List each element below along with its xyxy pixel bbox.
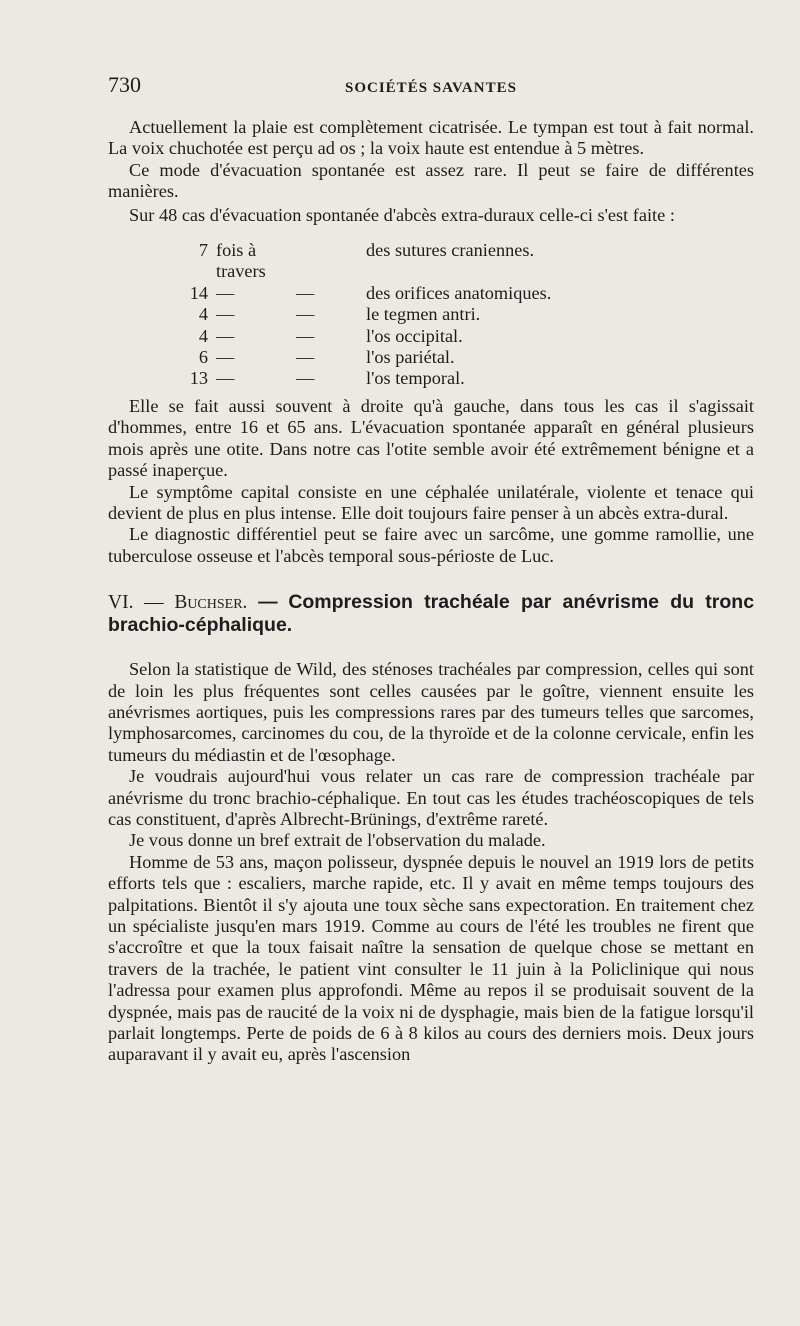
stats-cell-col3: — (296, 304, 315, 325)
paragraph: Elle se fait aussi souvent à droite qu'à gauche, dans tous les cas il s'agissait d'hommes, entre 16 et 65 ans. L'évacuation spontanée apparaît en général plusieurs mois après une otite. Dans notre cas l'otite semble avoir été extrêmement bénigne et a passé inaperçue. (108, 395, 754, 481)
paragraph: Sur 48 cas d'évacuation spontanée d'abcès extra-duraux celle-ci s'est faite : (129, 204, 675, 225)
section-heading (108, 591, 754, 637)
paragraph: Le symptôme capital consiste en une céphalée unilatérale, violente et tenace qui devient de plus en plus intense. Elle doit toujours faire penser à un abcès extra-dural. (108, 481, 754, 523)
paragraph: Le diagnostic différentiel peut se faire avec un sarcôme, une gomme ramollie, une tuberculose osseuse et l'abcès temporal sous-périoste de Luc. (108, 524, 754, 566)
section-dash: — (258, 591, 278, 614)
section-title: Compression trachéale par anévrisme du tronc brachio-céphalique. (108, 591, 755, 637)
stats-cell-col3: — (296, 282, 315, 303)
stats-cell-count: 13 (189, 368, 208, 389)
stats-cell-count: 4 (198, 325, 208, 346)
stats-cell-col3 (296, 240, 366, 283)
stats-cell-site: l'os pariétal. (366, 347, 455, 368)
stats-row (178, 283, 551, 304)
stats-row (178, 304, 551, 325)
stats-row (178, 326, 551, 347)
paragraph: Actuellement la plaie est complètement cicatrisée. Le tympan est tout à fait normal. La voix chuchotée est perçu ad os ; la voix haute est entendue à 5 mètres. (108, 117, 754, 159)
stats-cell-col3: — (296, 325, 315, 346)
paragraph: Je vous donne un bref extrait de l'observation du malade. (129, 830, 546, 851)
stats-cell-col2: — (216, 347, 235, 368)
stats-cell-col2: fois à travers (216, 240, 266, 282)
stats-row (178, 368, 551, 389)
section-author: Buchser. (174, 592, 248, 614)
stats-cell-col2: — (216, 325, 235, 346)
section-number: VI. — (108, 592, 164, 614)
stats-cell-col2: — (216, 368, 235, 389)
page-number: 730 (108, 72, 141, 97)
paragraph: Ce mode d'évacuation spontanée est assez rare. Il peut se faire de différentes manières. (108, 159, 754, 202)
running-title: SOCIÉTÉS SAVANTES (345, 80, 517, 96)
paragraph: Je voudrais aujourd'hui vous relater un cas rare de compression trachéale par anévrisme du tronc brachio-céphalique. En tout cas les études trachéoscopiques de tels cas constituent, d'après Albrecht-Brünings, d'extrême rareté. (108, 766, 754, 829)
stats-cell-col2: — (216, 304, 235, 325)
evacuation-stats-table (178, 240, 551, 390)
stats-cell-col2: — (216, 282, 235, 303)
stats-cell-count: 14 (189, 282, 208, 303)
stats-row (178, 347, 551, 368)
stats-cell-site: des orifices anatomiques. (366, 282, 552, 303)
stats-cell-site: des sutures craniennes. (366, 240, 535, 261)
stats-cell-col3: — (296, 368, 315, 389)
page-header (108, 72, 748, 102)
paragraph: Selon la statistique de Wild, des sténoses trachéales par compression, celles qui sont de loin les plus fréquentes sont celles causées par le goître, viennent ensuite les anévrismes aortiques, puis les compressions rares par des tumeurs telles que sarcomes, lymphosarcomes, carcinomes du cou, de la thyroïde et de la colonne cervicale, enfin les tumeurs du médiastin et de l'œsophage. (108, 659, 754, 765)
stats-cell-count: 6 (198, 347, 208, 368)
stats-cell-count: 7 (198, 240, 208, 261)
stats-cell-site: l'os occipital. (366, 325, 463, 346)
stats-cell-col3: — (296, 347, 315, 368)
page-body (108, 117, 754, 1066)
stats-cell-count: 4 (198, 304, 208, 325)
paragraph: Homme de 53 ans, maçon polisseur, dyspnée depuis le nouvel an 1919 lors de petits efforts tels que : escaliers, marche rapide, etc. Il y avait en même temps toujours des palpitations. Bientôt il s'y ajouta une toux sèche sans expectoration. En traitement chez un spécialiste jusqu'en mars 1919. Comme au cours de l'été les troubles ne firent que s'accroître et que la toux faisait naître la sensation de quelque chose se mettant en travers de la trachée, le patient vint consulter le 11 juin à la Policlinique qui nous l'adressa pour examen plus approfondi. Même au repos il se produisait souvent de la dyspnée, mais pas de raucité de la voix ni de dysphagie, mais bien de la fatigue lorsqu'il parlait longtemps. Perte de poids de 6 à 8 kilos au cours des derniers mois. Deux jours auparavant il y avait eu, après l'ascension (108, 851, 754, 1065)
stats-cell-site: l'os temporal. (366, 368, 465, 389)
stats-cell-site: le tegmen antri. (366, 304, 481, 325)
stats-row (178, 240, 551, 283)
